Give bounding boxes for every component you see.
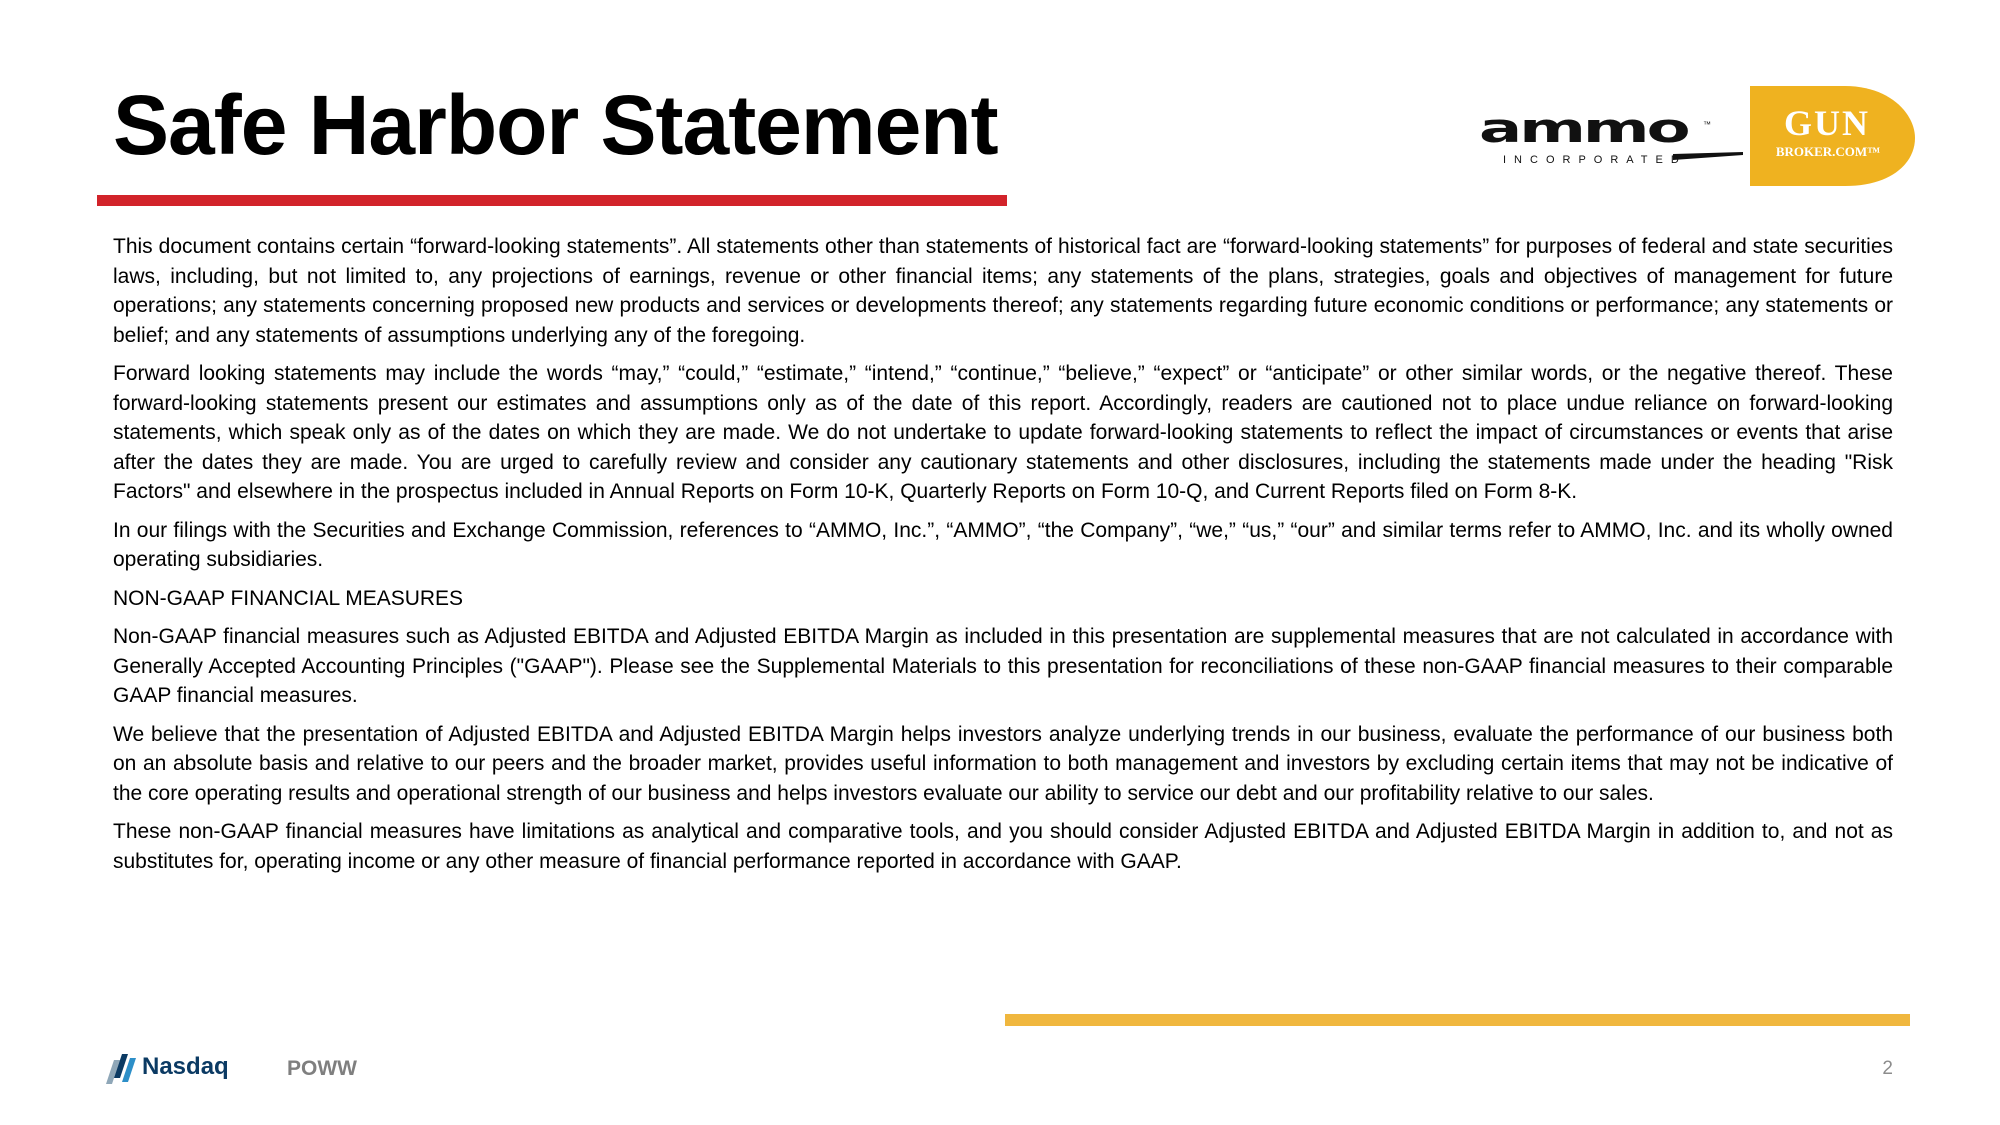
gunbroker-wordmark: GUN	[1784, 103, 1870, 143]
page-number: 2	[1882, 1058, 1893, 1079]
ammo-trademark: ™	[1703, 120, 1711, 129]
paragraph-sec-filings: In our filings with the Securities and Exchange Commission, references to “AMMO, Inc.”, “AMMO”, “the Company”, “we,” “us,” “our” and similar terms refer to AMMO, Inc. and its wholly owned operating subsidiaries.	[113, 518, 1893, 571]
paragraph-non-gaap-measures: Non-GAAP financial measures such as Adjusted EBITDA and Adjusted EBITDA Margin as included in this presentation are supplemental measures that are not calculated in accordance with Generally Accepted Accounting Principles ("GAAP"). Please see the Supplemental Materials to this presentation for reconciliations of these non-GAAP financial measures to their comparable GAAP financial measures.	[113, 625, 1893, 707]
paragraph-non-gaap-limitations: These non-GAAP financial measures have limitations as analytical and comparative tools, and you should consider Adjusted EBITDA and Adjusted EBITDA Margin in addition to, and not as substitutes for, operating income or any other measure of financial performance reported in accordance with GAAP.	[113, 820, 1893, 873]
title-underline-red	[97, 195, 1007, 206]
footer-rule-yellow-bar	[1005, 1014, 1910, 1026]
paragraph-forward-looking-words: Forward looking statements may include the words “may,” “could,” “estimate,” “intend,” “continue,” “believe,” “expect” or “anticipate” or other similar words, or the negative thereof. These forward-looking statements present our estimates and assumptions only as of the date of this report. Accordingly, readers are cautioned not to place undue reliance on forward-looking statements, which speak only as of the dates on which they are made. We do not undertake to update forward-looking statements to reflect the impact of circumstances or events that arise after the dates they are made. You are urged to carefully review and consider any cautionary statements and other disclosures, including the statements made under the heading "Risk Factors" and elsewhere in the prospectus included in Annual Reports on Form 10-K, Quarterly Reports on Form 10-Q, and Current Reports filed on Form 8-K.	[113, 362, 1893, 503]
company-logos	[1475, 86, 1915, 186]
paragraph-non-gaap-benefits: We believe that the presentation of Adjusted EBITDA and Adjusted EBITDA Margin helps investors analyze underlying trends in our business, evaluate the performance of our business both on an absolute basis and relative to our peers and the broader market, provides useful information to both management and investors by excluding certain items that may not be indicative of the core operating results and operational strength of our business and helps investors evaluate our ability to service our debt and our profitability relative to our sales.	[113, 722, 1893, 805]
ammo-wordmark: ammo	[1479, 106, 1688, 152]
nasdaq-wordmark: Nasdaq	[142, 1053, 229, 1080]
gunbroker-subtitle: BROKER.COM™	[1775, 144, 1881, 159]
safe-harbor-body	[113, 232, 1893, 885]
title-underline-red-bar	[97, 195, 1007, 206]
section-heading-non-gaap: NON-GAAP FINANCIAL MEASURES	[113, 586, 464, 610]
nasdaq-logo-icon	[100, 1052, 138, 1084]
ammo-subtitle: INCORPORATED	[1503, 154, 1687, 166]
stock-ticker: POWW	[287, 1057, 357, 1080]
footer-rule-yellow	[1005, 1014, 1910, 1026]
ammo-logo	[1475, 106, 1735, 176]
gunbroker-logo	[1750, 86, 1915, 186]
page-title: Safe Harbor Statement	[113, 78, 998, 172]
paragraph-forward-looking-intro: This document contains certain “forward-looking statements”. All statements other than statements of historical fact are “forward-looking statements” for purposes of federal and state securities laws, including, but not limited to, any projections of earnings, revenue or other financial items; any statements of the plans, strategies, goals and objectives of management for future operations; any statements concerning proposed new products and services or developments thereof; any statements regarding future economic conditions or performance; any statements or belief; and any statements of assumptions underlying any of the foregoing.	[113, 235, 1893, 347]
